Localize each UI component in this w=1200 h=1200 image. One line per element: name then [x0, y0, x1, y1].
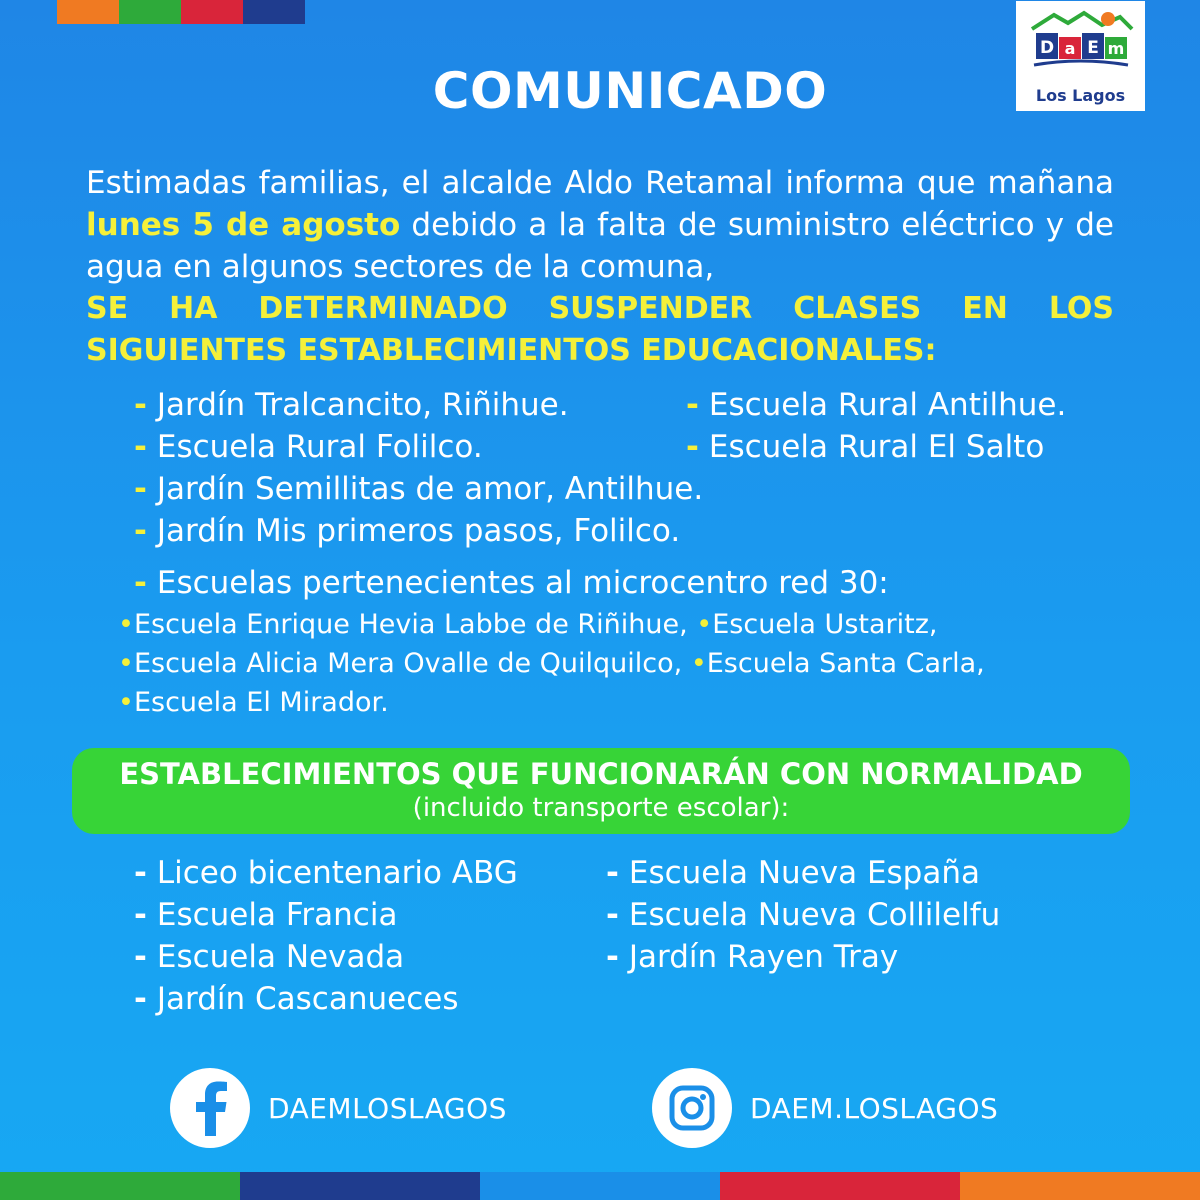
bottom-color-stripes [0, 1172, 1200, 1200]
list-item: - Escuela Rural El Salto [686, 429, 1045, 465]
list-item: - Jardín Rayen Tray [606, 939, 899, 975]
normal-list-left [134, 852, 518, 1020]
list-item: - Jardín Tralcancito, Riñihue. [134, 387, 569, 423]
suspended-right-2: Escuela Rural El Salto [708, 429, 1045, 465]
intro-text-1: Estimadas familias, el alcalde Aldo Retamal informa que mañana [86, 165, 1114, 201]
logo-letter-2: a [1064, 39, 1076, 58]
stripe-green [0, 1172, 240, 1200]
intro-date: lunes 5 de agosto [86, 207, 401, 243]
normal-subheading: (incluido transporte escolar): [412, 793, 790, 823]
normal-heading: ESTABLECIMIENTOS QUE FUNCIONARÁN CON NORMALIDAD [119, 757, 1083, 791]
stripe-red [720, 1172, 960, 1200]
list-item: - Escuela Nevada [134, 939, 405, 975]
normal-right-1: Escuela Nueva España [628, 855, 981, 891]
list-item: - Jardín Mis primeros pasos, Folilco. [134, 513, 681, 549]
instagram-handle[interactable]: DAEM.LOSLAGOS [750, 1091, 999, 1125]
stripe-navy [240, 1172, 480, 1200]
logo-letter-3: E [1087, 38, 1099, 58]
logo-letter-4: m [1107, 39, 1125, 58]
list-item: - Jardín Semillitas de amor, Antilhue. [134, 471, 704, 507]
logo-name: Los Lagos [1035, 86, 1126, 105]
stripe-red [181, 0, 243, 24]
list-item: - Liceo bicentenario ABG [134, 855, 518, 891]
normal-left-4: Jardín Cascanueces [156, 981, 459, 1017]
microcentro-line-1: •Escuela Enrique Hevia Labbe de Riñihue, •Escuela Ustaritz, [118, 609, 938, 640]
microcentro-school: Escuela El Mirador. [133, 687, 389, 718]
microcentro-list [118, 605, 1118, 722]
page-title: COMUNICADO [432, 62, 828, 120]
facebook-link[interactable] [170, 1068, 507, 1148]
suspended-left-4: Jardín Mis primeros pasos, Folilco. [156, 513, 681, 549]
suspended-left-2: Escuela Rural Folilco. [156, 429, 483, 465]
suspended-right-1: Escuela Rural Antilhue. [708, 387, 1067, 423]
normal-list-right [606, 852, 1000, 978]
stripe-navy [243, 0, 305, 24]
list-item: - Escuela Rural Folilco. [134, 429, 483, 465]
microcentro-line-3: •Escuela El Mirador. [118, 687, 389, 718]
suspended-list-right [686, 384, 1066, 468]
normal-operation-banner [72, 748, 1130, 834]
instagram-link[interactable] [652, 1068, 998, 1148]
microcentro-school: Escuela Ustaritz, [712, 609, 938, 640]
stripe-green [119, 0, 181, 24]
normal-left-2: Escuela Francia [156, 897, 398, 933]
top-color-stripes [57, 0, 305, 24]
normal-right-3: Jardín Rayen Tray [628, 939, 899, 975]
microcentro-school: Escuela Alicia Mera Ovalle de Quilquilco, [133, 648, 683, 679]
microcentro-school: Escuela Enrique Hevia Labbe de Riñihue, [133, 609, 688, 640]
normal-right-2: Escuela Nueva Collilelfu [628, 897, 1001, 933]
stripe-orange [57, 0, 119, 24]
list-item: - Escuela Nueva Collilelfu [606, 897, 1001, 933]
stripe-orange [960, 1172, 1200, 1200]
list-item: - Escuela Nueva España [606, 855, 981, 891]
suspended-left-1: Jardín Tralcancito, Riñihue. [156, 387, 569, 423]
instagram-icon[interactable] [652, 1068, 732, 1148]
normal-left-3: Escuela Nevada [156, 939, 405, 975]
list-item: - Escuela Rural Antilhue. [686, 387, 1067, 423]
intro-text-2: debido a la falta de suministro eléctrico y de agua en algunos sectores de la comuna, [86, 207, 1114, 285]
microcentro-title-text: Escuelas pertenecientes al microcentro red 30: [156, 565, 889, 601]
intro-paragraph [86, 162, 1114, 372]
normal-left-1: Liceo bicentenario ABG [156, 855, 518, 891]
list-item: - Escuela Francia [134, 897, 398, 933]
facebook-handle[interactable]: DAEMLOSLAGOS [268, 1091, 507, 1125]
logo-letter-1: D [1039, 38, 1055, 58]
microcentro-title: - Escuelas pertenecientes al microcentro red 30: [134, 565, 889, 601]
facebook-icon[interactable] [170, 1068, 250, 1148]
suspended-list-left [134, 384, 703, 552]
microcentro-line-2: •Escuela Alicia Mera Ovalle de Quilquilco, •Escuela Santa Carla, [118, 648, 985, 679]
suspended-left-3: Jardín Semillitas de amor, Antilhue. [156, 471, 704, 507]
list-item: - Jardín Cascanueces [134, 981, 459, 1017]
intro-announcement: SE HA DETERMINADO SUSPENDER CLASES EN LOS SIGUIENTES ESTABLECIMIENTOS EDUCACIONALES: [86, 291, 1114, 368]
microcentro-school: Escuela Santa Carla, [706, 648, 985, 679]
stripe-blue [480, 1172, 720, 1200]
